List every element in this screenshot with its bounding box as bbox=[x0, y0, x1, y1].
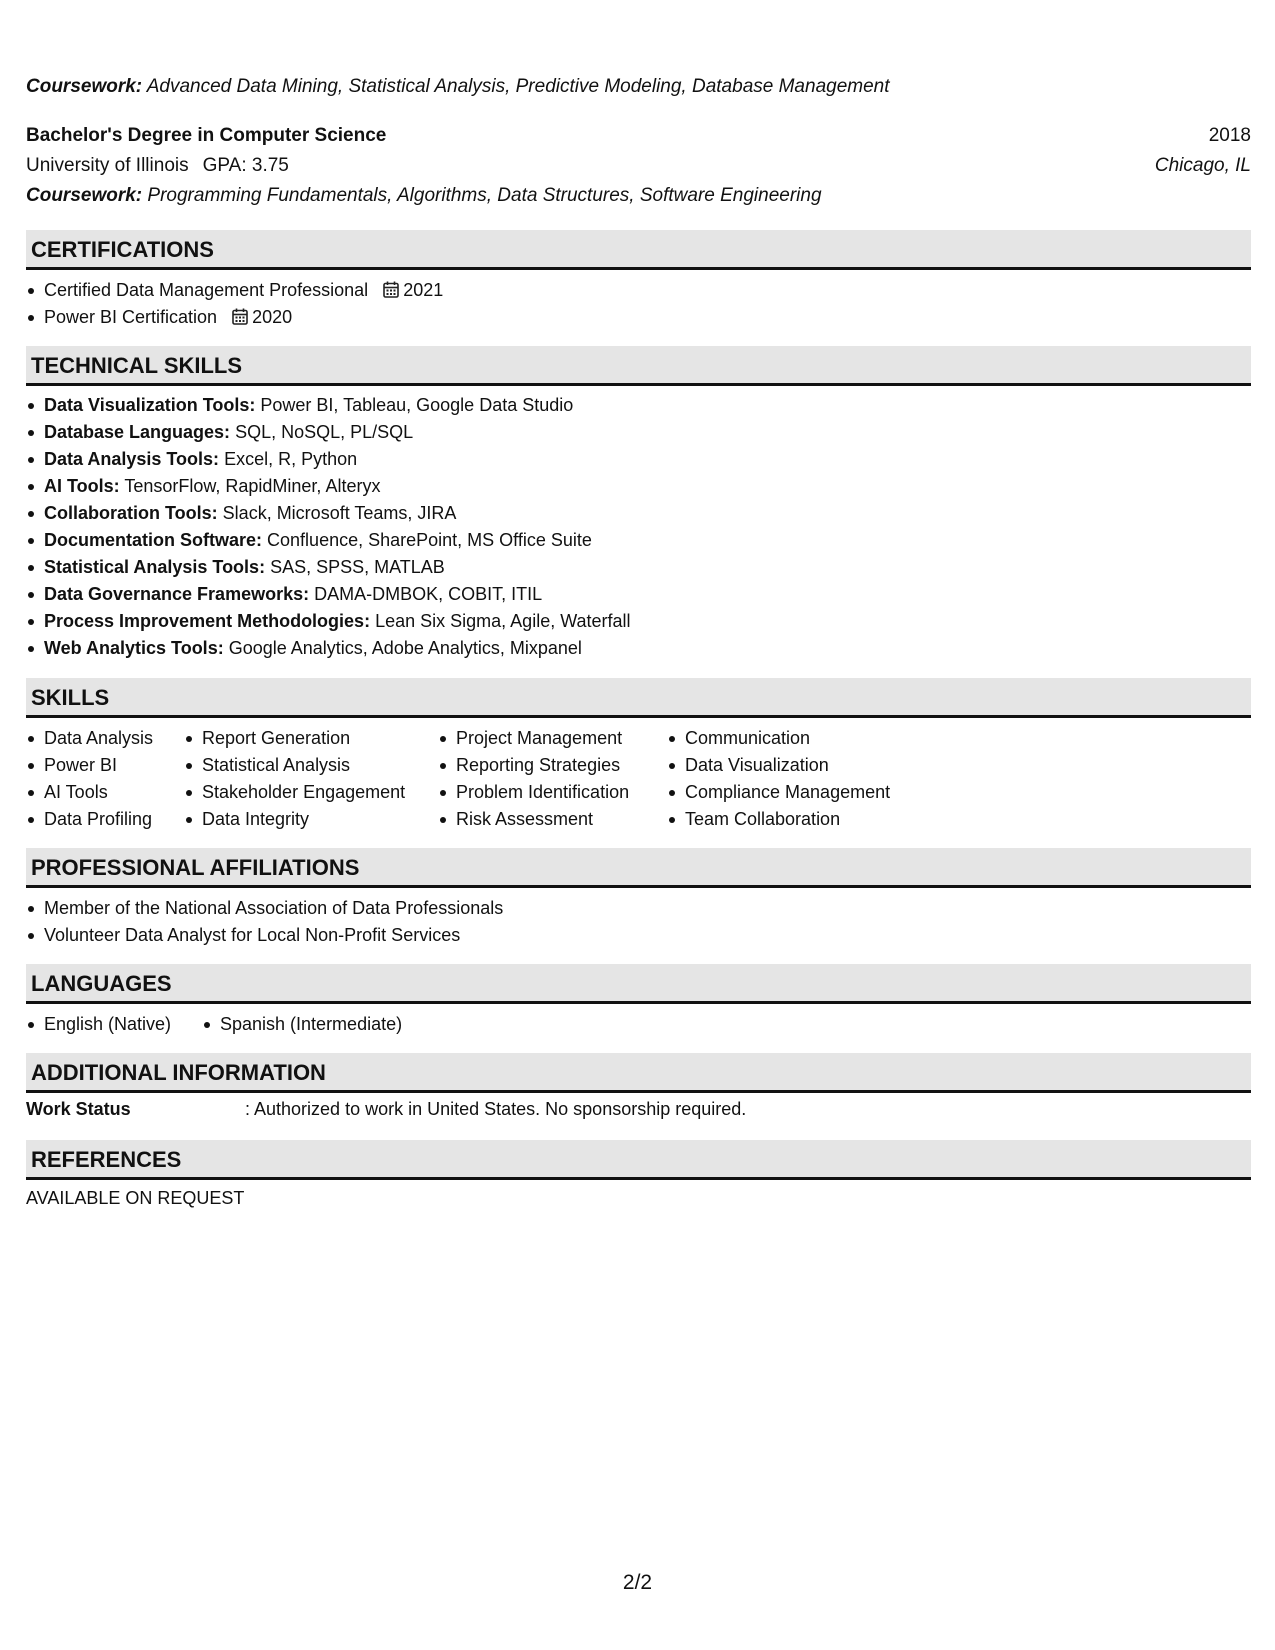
certification-name: Certified Data Management Professional bbox=[44, 280, 369, 300]
skill-item: Stakeholder Engagement bbox=[184, 779, 405, 806]
skill-values: Slack, Microsoft Teams, JIRA bbox=[222, 503, 457, 523]
technical-skill-item bbox=[26, 554, 631, 581]
affiliation-item: Member of the National Association of Data Professionals bbox=[26, 895, 503, 922]
coursework-text: Programming Fundamentals, Algorithms, Data Structures, Software Engineering bbox=[147, 185, 822, 206]
skill-category: Process Improvement Methodologies: bbox=[44, 611, 371, 631]
skill-category: Statistical Analysis Tools: bbox=[44, 557, 266, 577]
skill-category: Documentation Software: bbox=[44, 530, 263, 550]
languages-header bbox=[26, 964, 1251, 1004]
technical-skill-item bbox=[26, 446, 631, 473]
affiliations-header bbox=[26, 848, 1251, 888]
skill-item: Data Analysis bbox=[26, 725, 153, 752]
section-title: PROFESSIONAL AFFILIATIONS bbox=[31, 855, 360, 880]
skill-item: Data Visualization bbox=[667, 752, 890, 779]
work-status-value: : Authorized to work in United States. No sponsorship required. bbox=[245, 1099, 747, 1119]
skill-values: DAMA-DMBOK, COBIT, ITIL bbox=[314, 584, 543, 604]
skill-item: Data Integrity bbox=[184, 806, 405, 833]
education-school-line bbox=[26, 155, 289, 177]
section-title: SKILLS bbox=[31, 685, 110, 710]
section-title: CERTIFICATIONS bbox=[31, 237, 214, 262]
section-title: ADDITIONAL INFORMATION bbox=[31, 1060, 326, 1085]
education-location: Chicago, IL bbox=[1154, 155, 1251, 176]
skills-column-1 bbox=[26, 725, 153, 833]
skill-values: Lean Six Sigma, Agile, Waterfall bbox=[375, 611, 631, 631]
skill-item: Problem Identification bbox=[438, 779, 629, 806]
skill-category: AI Tools: bbox=[44, 476, 120, 496]
language-item: Spanish (Intermediate) bbox=[202, 1011, 402, 1038]
skill-category: Web Analytics Tools: bbox=[44, 638, 224, 658]
skill-item: Reporting Strategies bbox=[438, 752, 629, 779]
certification-year: 2020 bbox=[252, 307, 293, 327]
skill-item: Data Profiling bbox=[26, 806, 153, 833]
skill-values: Confluence, SharePoint, MS Office Suite bbox=[267, 530, 592, 550]
coursework-label: Coursework: bbox=[26, 76, 143, 97]
calendar-icon bbox=[383, 281, 399, 298]
coursework-label: Coursework: bbox=[26, 185, 143, 206]
certification-name: Power BI Certification bbox=[44, 307, 218, 327]
affiliations-list bbox=[26, 895, 503, 949]
languages-list-2 bbox=[202, 1011, 402, 1038]
skill-item: Team Collaboration bbox=[667, 806, 890, 833]
skill-item: Communication bbox=[667, 725, 890, 752]
technical-skill-item bbox=[26, 581, 631, 608]
skill-item: AI Tools bbox=[26, 779, 153, 806]
skill-values: TensorFlow, RapidMiner, Alteryx bbox=[124, 476, 381, 496]
technical-skill-item bbox=[26, 527, 631, 554]
education-year: 2018 bbox=[1208, 125, 1251, 146]
skills-header bbox=[26, 678, 1251, 718]
certifications-list bbox=[26, 277, 443, 331]
additional-info-header bbox=[26, 1053, 1251, 1093]
education-degree: Bachelor's Degree in Computer Science bbox=[26, 125, 387, 146]
certifications-header bbox=[26, 230, 1251, 270]
technical-skills-header bbox=[26, 346, 1251, 386]
work-status-label: Work Status bbox=[26, 1099, 131, 1119]
references-text: AVAILABLE ON REQUEST bbox=[26, 1188, 245, 1208]
education-school: University of Illinois bbox=[26, 155, 189, 176]
technical-skill-item bbox=[26, 608, 631, 635]
technical-skills-list bbox=[26, 392, 631, 662]
technical-skill-item bbox=[26, 635, 631, 662]
education-gpa: GPA: 3.75 bbox=[202, 155, 289, 176]
section-title: TECHNICAL SKILLS bbox=[31, 353, 243, 378]
skill-item: Statistical Analysis bbox=[184, 752, 405, 779]
affiliation-item: Volunteer Data Analyst for Local Non-Profit Services bbox=[26, 922, 503, 949]
skill-values: SQL, NoSQL, PL/SQL bbox=[235, 422, 414, 442]
skill-values: Excel, R, Python bbox=[224, 449, 358, 469]
certification-item bbox=[26, 304, 443, 331]
skill-values: Power BI, Tableau, Google Data Studio bbox=[260, 395, 574, 415]
page-number: 2/2 bbox=[622, 1571, 653, 1594]
skill-values: Google Analytics, Adobe Analytics, Mixpanel bbox=[228, 638, 582, 658]
languages-list bbox=[26, 1011, 171, 1038]
calendar-icon bbox=[232, 308, 248, 325]
technical-skill-item bbox=[26, 419, 631, 446]
skill-item: Compliance Management bbox=[667, 779, 890, 806]
technical-skill-item bbox=[26, 392, 631, 419]
references-header bbox=[26, 1140, 1251, 1180]
skill-item: Risk Assessment bbox=[438, 806, 629, 833]
skills-column-4 bbox=[667, 725, 890, 833]
education-coursework-1 bbox=[26, 76, 890, 98]
technical-skill-item bbox=[26, 500, 631, 527]
skill-category: Data Governance Frameworks: bbox=[44, 584, 310, 604]
skill-category: Data Visualization Tools: bbox=[44, 395, 256, 415]
skill-item: Power BI bbox=[26, 752, 153, 779]
section-title: LANGUAGES bbox=[31, 971, 172, 996]
skills-column-2 bbox=[184, 725, 405, 833]
skill-item: Report Generation bbox=[184, 725, 405, 752]
skill-item: Project Management bbox=[438, 725, 629, 752]
resume-page bbox=[26, 0, 1251, 1650]
skill-values: SAS, SPSS, MATLAB bbox=[270, 557, 445, 577]
skill-category: Collaboration Tools: bbox=[44, 503, 218, 523]
certification-item bbox=[26, 277, 443, 304]
skills-column-3 bbox=[438, 725, 629, 833]
certification-year: 2021 bbox=[403, 280, 444, 300]
coursework-text: Advanced Data Mining, Statistical Analysis, Predictive Modeling, Database Management bbox=[146, 76, 890, 97]
skill-category: Database Languages: bbox=[44, 422, 231, 442]
technical-skill-item bbox=[26, 473, 631, 500]
skill-category: Data Analysis Tools: bbox=[44, 449, 220, 469]
language-item: English (Native) bbox=[26, 1011, 171, 1038]
section-title: REFERENCES bbox=[31, 1147, 182, 1172]
education-coursework-2 bbox=[26, 185, 822, 207]
